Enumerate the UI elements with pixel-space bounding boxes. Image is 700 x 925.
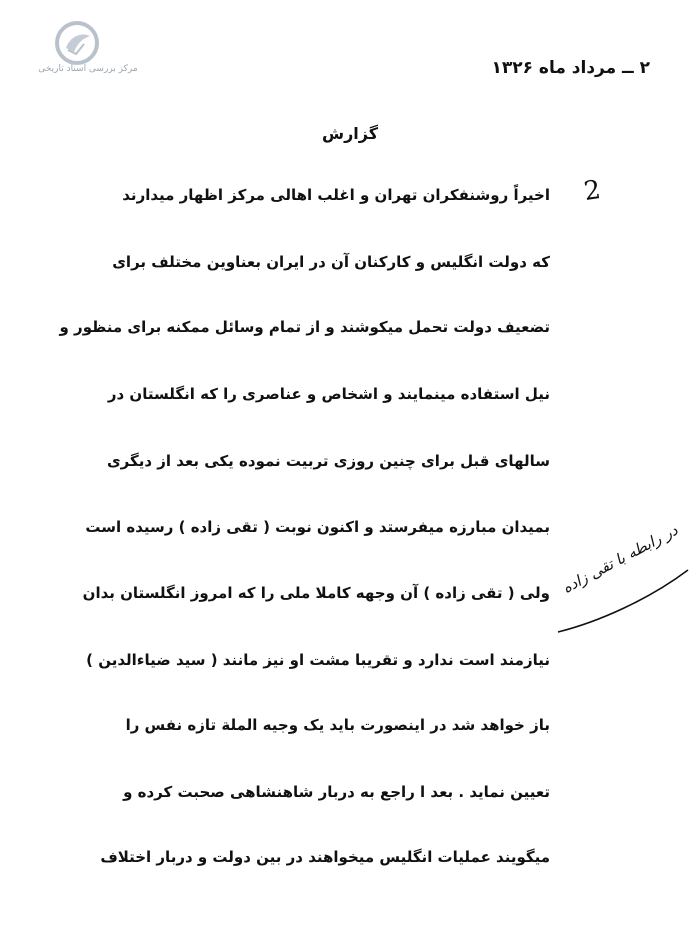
- handwritten-margin-note: [548, 510, 698, 640]
- body-line-2: که دولت انگلیس و کارکنان آن در ایران بعناوین مختلف برای: [112, 253, 550, 271]
- body-line-6: بمیدان مبارزه میفرستد و اکنون نوبت ( تقی زاده ) رسیده است: [85, 518, 550, 536]
- archive-logo-icon: [54, 20, 100, 66]
- body-line-4: نیل استفاده مینمایند و اشخاص و عناصری را که انگلستان در: [107, 385, 550, 403]
- body-line-7: ولی ( تقی زاده ) آن وجهه کاملا ملی را که امروز انگلستان بدان: [82, 584, 550, 602]
- document-title: گزارش: [321, 124, 379, 143]
- margin-note-underline: [548, 510, 698, 640]
- document-date: ۲ ــ مرداد ماه ۱۳۲۶: [491, 58, 650, 78]
- body-line-11: میگویند عملیات انگلیس میخواهند در بین دولت و دربار اختلاف: [100, 848, 550, 866]
- body-line-5: سالهای قبل برای چنین روزی تربیت نموده یکی بعد از دیگری: [106, 452, 550, 470]
- body-line-9: باز خواهد شد در اینصورت باید یک وجیه الملة تازه نفس را: [125, 716, 550, 734]
- body-line-10: تعیین نماید . بعد ا راجع به دربار شاهنشاهی صحبت کرده و: [123, 783, 550, 801]
- margin-note-text: در رابطه با تقی زاده: [559, 521, 681, 597]
- page-number: 2: [581, 174, 603, 208]
- body-line-3: تضعیف دولت تحمل میکوشند و از تمام وسائل ممکنه برای منظور و: [59, 318, 550, 336]
- body-line-1: اخیراً روشنفکران تهران و اغلب اهالی مرکز اظهار میدارند: [122, 186, 550, 204]
- archive-logo: [38, 20, 138, 80]
- body-line-8: نیازمند است ندارد و تقریبا مشت او نیز مانند ( سید ضیاءالدین ): [86, 651, 550, 669]
- archive-watermark-text: مرکز بررسی اسناد تاریخی: [38, 64, 138, 74]
